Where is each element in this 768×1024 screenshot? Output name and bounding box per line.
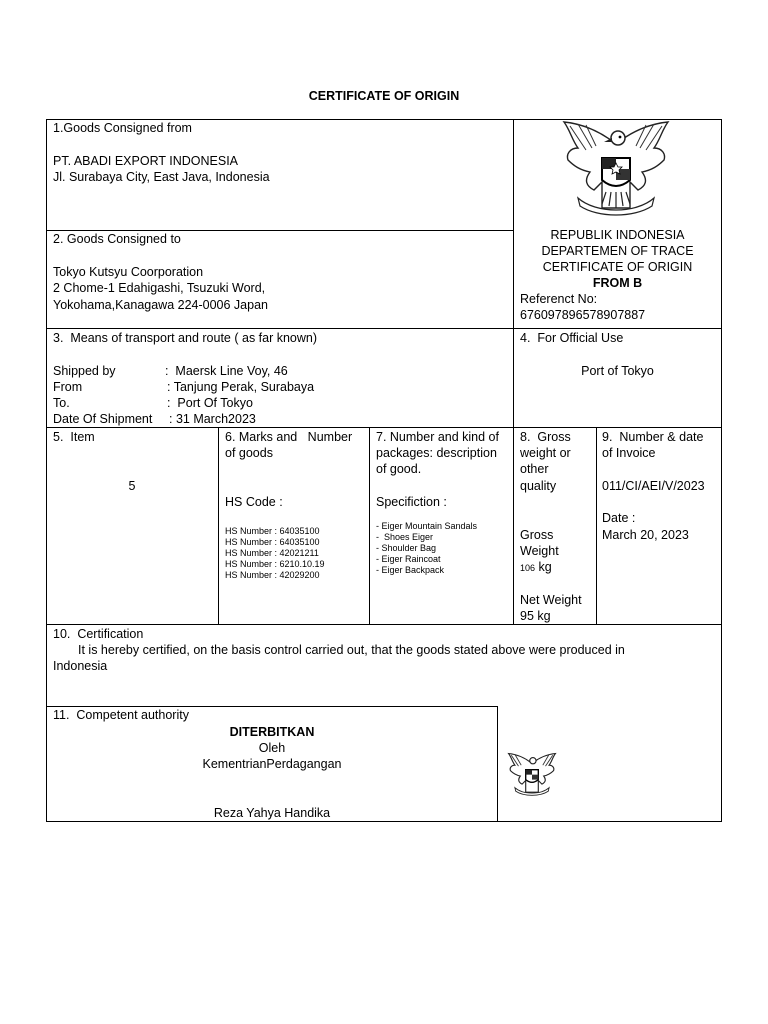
gross-weight-number: 106 [520, 563, 536, 573]
box9-heading-line1: 9. Number & date [602, 430, 704, 444]
to-label: To. [53, 396, 70, 410]
net-weight-value: 95 kg [520, 609, 551, 623]
specification-item: - Eiger Raincoat [376, 554, 441, 564]
net-weight-label: Net Weight [520, 593, 582, 607]
box8-heading-line3: other [520, 462, 549, 476]
consignor-company: PT. ABADI EXPORT INDONESIA [53, 154, 239, 168]
specification-item: - Eiger Mountain Sandals [376, 521, 478, 531]
issued-by-label: Oleh [258, 741, 286, 755]
specification-item: - Shoes Eiger [376, 532, 434, 542]
specification-label: Specifiction : [376, 495, 447, 509]
box7-heading-line3: of good. [376, 462, 422, 476]
issuer-form: FROM B [592, 276, 643, 290]
certification-text-line1: It is hereby certified, on the basis control carried out, that the goods stated above were produced in [78, 643, 625, 657]
box4-heading: 4. For Official Use [520, 331, 624, 345]
hs-number: HS Number : 64035100 [225, 537, 320, 547]
box6-heading-line1: 6. Marks and Number [225, 430, 353, 444]
from-value: : Tanjung Perak, Surabaya [167, 380, 315, 394]
consignee-address-line1: 2 Chome-1 Edahigashi, Tsuzuki Word, [53, 281, 266, 295]
box5-heading: 5. Item [53, 430, 95, 444]
reference-number: 676097896578907887 [520, 308, 646, 322]
ministry-name: KementrianPerdagangan [202, 757, 342, 771]
invoice-number: 011/CI/AEI/V/2023 [602, 479, 705, 493]
hs-number: HS Number : 6210.10.19 [225, 559, 325, 569]
consignee-company: Tokyo Kutsyu Coorporation [53, 265, 204, 279]
shipment-date-label: Date Of Shipment [53, 412, 153, 426]
hs-number: HS Number : 42029200 [225, 570, 320, 580]
box7-heading-line2: packages: description [376, 446, 497, 460]
gross-weight-label-line2: Weight [520, 544, 559, 558]
from-label: From [53, 380, 83, 394]
consignee-address-line2: Yokohama,Kanagawa 224-0006 Japan [53, 298, 268, 312]
issuer-republic: REPUBLIK INDONESIA [550, 228, 685, 242]
specification-item: - Shoulder Bag [376, 543, 437, 553]
box10-heading: 10. Certification [53, 627, 144, 641]
invoice-date-label: Date : [602, 511, 636, 525]
gross-weight-label-line1: Gross [520, 528, 554, 542]
shipped-by-value: : Maersk Line Voy, 46 [165, 364, 288, 378]
box1-heading: 1.Goods Consigned from [53, 121, 192, 135]
invoice-date-value: March 20, 2023 [602, 528, 689, 542]
to-value: : Port Of Tokyo [167, 396, 253, 410]
box9-heading-line2: of Invoice [602, 446, 656, 460]
box7-heading-line1: 7. Number and kind of [376, 430, 499, 444]
issued-label: DITERBITKAN [229, 725, 315, 739]
official-use-value: Port of Tokyo [581, 364, 654, 378]
issuer-department: DEPARTEMEN OF TRACE [541, 244, 694, 258]
gross-weight-unit: kg [535, 560, 552, 574]
garuda-emblem-small-icon [505, 752, 559, 800]
document-title: CERTIFICATE OF ORIGIN [308, 89, 460, 103]
specification-item: - Eiger Backpack [376, 565, 445, 575]
box2-heading: 2. Goods Consigned to [53, 232, 181, 246]
box3-heading: 3. Means of transport and route ( as far known) [53, 331, 318, 345]
garuda-emblem-icon [556, 120, 676, 224]
item-value: 5 [128, 479, 136, 493]
gross-weight-value [520, 559, 552, 575]
box6-heading-line2: of goods [225, 446, 273, 460]
box8-heading-line4: quality [520, 479, 557, 493]
box8-heading-line1: 8. Gross [520, 430, 571, 444]
reference-label: Referenct No: [520, 292, 598, 306]
hs-number: HS Number : 64035100 [225, 526, 320, 536]
consignor-address: Jl. Surabaya City, East Java, Indonesia [53, 170, 270, 184]
shipped-by-label: Shipped by [53, 364, 116, 378]
issuer-certificate: CERTIFICATE OF ORIGIN [542, 260, 693, 274]
box11-heading: 11. Competent authority [53, 708, 189, 722]
hs-code-label: HS Code : [225, 495, 283, 509]
box8-heading-line2: weight or [520, 446, 571, 460]
certification-text-line2: Indonesia [53, 659, 108, 673]
hs-number: HS Number : 42021211 [225, 548, 319, 558]
shipment-date-value: : 31 March2023 [169, 412, 256, 426]
signatory-name: Reza Yahya Handika [213, 806, 331, 820]
